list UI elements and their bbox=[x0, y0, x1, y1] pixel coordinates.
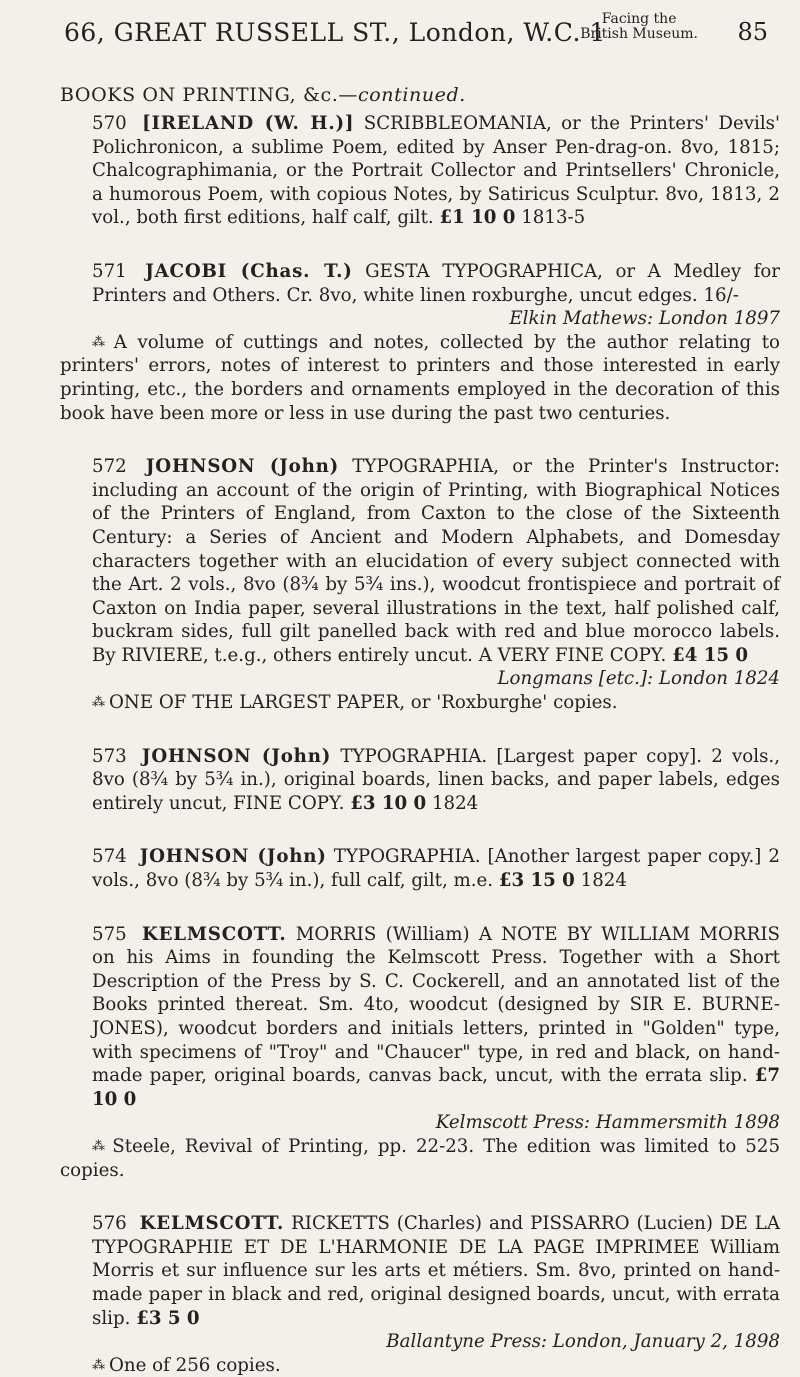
facing-line-2: British Museum. bbox=[580, 26, 698, 42]
page-number: 85 bbox=[737, 18, 768, 46]
entry-author: JOHNSON (John) bbox=[139, 846, 327, 868]
entry-description: RICKETTS (Charles) and PISSARRO (Lucien) DE LA TYPOGRAPHIE ET DE L'HARMONIE DE LA PAGE IMPRIMEE William Morris et sur influence sur les arts et métiers. Sm. 8vo, printed on hand-made paper in black and red, original designed boards, uncut, with errata slip. bbox=[92, 1213, 780, 1329]
asterism-icon: ⁂ bbox=[92, 334, 110, 350]
entry-description: TYPOGRAPHIA. [Another largest paper copy.] 2 vols., 8vo (8¾ by 5¾ in.), full calf, gilt, m.e. bbox=[92, 846, 780, 892]
section-title: BOOKS ON PRINTING, &c.— bbox=[60, 84, 358, 106]
entry-author: JOHNSON (John) bbox=[145, 456, 340, 478]
entry-text bbox=[60, 845, 780, 892]
entry-text bbox=[60, 923, 780, 1112]
catalogue-entry-574 bbox=[40, 845, 780, 892]
entry-number: 570 bbox=[92, 113, 127, 134]
entry-note bbox=[60, 1354, 780, 1377]
entry-text bbox=[60, 1212, 780, 1330]
catalogue-entry-570 bbox=[40, 112, 780, 230]
catalogue-entry-571 bbox=[40, 260, 780, 425]
entry-text bbox=[60, 260, 780, 307]
asterism-icon: ⁂ bbox=[92, 695, 105, 711]
entry-note-text: One of 256 copies. bbox=[109, 1354, 281, 1376]
facing-line-1: Facing the bbox=[601, 11, 677, 27]
entry-note-text: ONE OF THE LARGEST PAPER, or 'Roxburghe' copies. bbox=[109, 692, 618, 714]
entry-number: 571 bbox=[92, 260, 127, 282]
entry-price: £3 5 0 bbox=[136, 1307, 200, 1329]
asterism-icon: ⁂ bbox=[92, 1357, 105, 1373]
entry-number: 572 bbox=[92, 456, 127, 478]
entry-note bbox=[60, 1135, 780, 1182]
catalogue-entry-573 bbox=[40, 745, 780, 816]
catalogue-entry-575 bbox=[40, 923, 780, 1183]
section-continued: continued. bbox=[357, 84, 466, 106]
entry-number: 574 bbox=[92, 846, 127, 868]
header-facing-note bbox=[580, 12, 698, 42]
entry-description: SCRIBBLEOMANIA, or the Printers' Devils' Polichronicon, a sublime Poem, edited by Anser Pen-drag-on. 8vo, 1815; Chalcographimania, or the Portrait Collector and Printsellers' Chronicle, a humorous Poem, with copious Notes, by Satiricus Sculptur. 8vo, 1813, 2 vol., both first editions, half calf, gilt. bbox=[92, 113, 780, 229]
entry-author: [IRELAND (W. H.)] bbox=[142, 113, 355, 134]
entry-text bbox=[60, 455, 780, 667]
entry-imprint: Ballantyne Press: London, January 2, 1898 bbox=[386, 1331, 780, 1353]
entry-price: £3 10 0 bbox=[350, 792, 427, 814]
entry-number: 575 bbox=[92, 923, 127, 945]
entry-author: JACOBI (Chas. T.) bbox=[145, 260, 353, 282]
entry-price: £7 10 0 bbox=[92, 1065, 780, 1110]
entry-author: JOHNSON (John) bbox=[141, 745, 332, 767]
entry-description: MORRIS (William) A NOTE BY WILLIAM MORRIS on his Aims in founding the Kelmscott Press. Together with a Short Description of the Press by S. C. Cockerell, and an annotated list of the Books printed thereat. Sm. 4to, woodcut (designed by SIR E. BURNE-JONES), woodcut borders and initials letters, printed in "Golden" type, with specimens of "Troy" and "Chaucer" type, in red and black, on hand-made paper, original boards, canvas back, uncut, with the errata slip. bbox=[92, 923, 780, 1087]
asterism-icon: ⁂ bbox=[92, 1138, 109, 1154]
entry-date: 1813-5 bbox=[521, 207, 586, 229]
entry-price: £4 15 0 bbox=[672, 644, 749, 666]
entry-date: 1824 bbox=[431, 792, 479, 814]
entry-date: 1824 bbox=[580, 870, 627, 892]
entry-price: £1 10 0 bbox=[439, 207, 516, 229]
entry-number: 573 bbox=[92, 745, 127, 767]
entry-list bbox=[40, 112, 780, 1377]
entry-note-text: Steele, Revival of Printing, pp. 22-23. The edition was limited to 525 copies. bbox=[60, 1135, 781, 1181]
entry-author: KELMSCOTT. bbox=[139, 1213, 285, 1235]
entry-description: GESTA TYPOGRAPHICA, or A Medley for Printers and Others. Cr. 8vo, white linen roxburghe, uncut edges. 16/- bbox=[92, 260, 780, 306]
header-address: 66, GREAT RUSSELL ST., London, W.C. 1 bbox=[64, 18, 606, 47]
entry-imprint: Longmans [etc.]: London 1824 bbox=[497, 668, 780, 690]
entry-imprint: Elkin Mathews: London 1897 bbox=[509, 308, 780, 330]
entry-number: 576 bbox=[92, 1213, 127, 1235]
entry-price: £3 15 0 bbox=[498, 870, 575, 892]
entry-note bbox=[60, 331, 780, 425]
entry-description: TYPOGRAPHIA, or the Printer's Instructor: including an account of the origin of Printing, with Biographical Notices of the Printers of England, from Caxton to the close of the Sixteenth Century: a Series of Ancient and Modern Alphabets, and Domesday characters together with an elucidation of every subject connected with the Art. 2 vols., 8vo (8¾ by 5¾ ins.), woodcut frontispiece and portrait of Caxton on India paper, several illustrations in the text, half polished calf, buckram sides, full gilt panelled back with red and blue morocco labels. By RIVIERE, t.e.g., others entirely uncut. A VERY FINE COPY. bbox=[92, 456, 780, 666]
entry-text bbox=[60, 112, 780, 230]
running-header bbox=[40, 8, 780, 50]
entry-note-text: A volume of cuttings and notes, collected by the author relating to printers' errors, notes of interest to printers and those interested in early printing, etc., the borders and ornaments employed in the decoration of this book have been more or less in use during the past two centuries. bbox=[60, 331, 780, 424]
catalogue-entry-572 bbox=[40, 455, 780, 715]
section-heading bbox=[60, 84, 780, 106]
entry-author: KELMSCOTT. bbox=[142, 923, 287, 945]
entry-note bbox=[60, 691, 780, 715]
entry-description: TYPOGRAPHIA. [Largest paper copy]. 2 vols., 8vo (8¾ by 5¾ in.), original boards, linen backs, and paper labels, edges entirely uncut, FINE COPY. bbox=[92, 745, 780, 814]
entry-imprint: Kelmscott Press: Hammersmith 1898 bbox=[435, 1112, 780, 1134]
entry-text bbox=[60, 745, 780, 816]
catalogue-entry-576 bbox=[40, 1212, 780, 1377]
